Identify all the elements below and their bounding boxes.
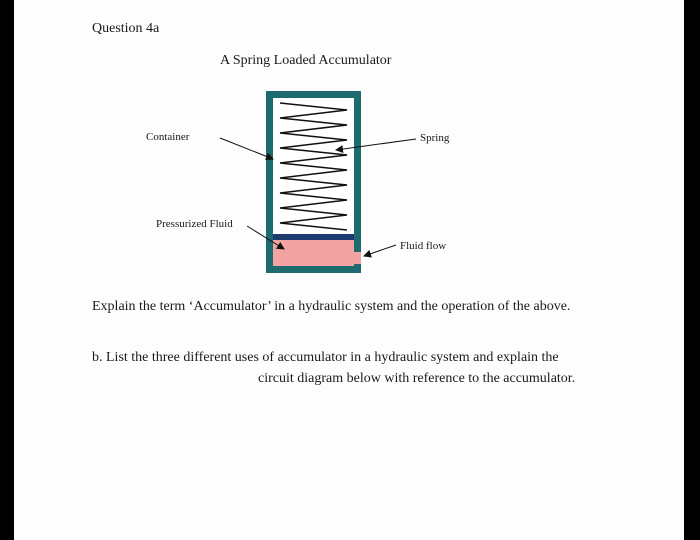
- fluid-outlet: [354, 252, 361, 264]
- part-a-text: Explain the term ‘Accumulator’ in a hydraulic system and the operation of the above.: [92, 299, 571, 314]
- diagram-title: A Spring Loaded Accumulator: [220, 53, 392, 68]
- spring-label: Spring: [420, 132, 450, 144]
- fluid-flow-leader: [364, 245, 396, 256]
- fluid-flow-label: Fluid flow: [400, 240, 447, 252]
- part-b-line2: circuit diagram below with reference to the accumulator.: [258, 371, 576, 386]
- document-page: [14, 0, 684, 540]
- part-b-line1: b. List the three different uses of accumulator in a hydraulic system and explain the: [92, 350, 559, 365]
- container-leader: [220, 138, 273, 159]
- accumulator-diagram: [14, 0, 684, 300]
- question-title: Question 4a: [92, 21, 160, 36]
- fluid-region: [273, 240, 354, 266]
- piston-plate: [273, 234, 354, 240]
- pressurized-fluid-label: Pressurized Fluid: [156, 218, 233, 230]
- container-label: Container: [146, 131, 190, 143]
